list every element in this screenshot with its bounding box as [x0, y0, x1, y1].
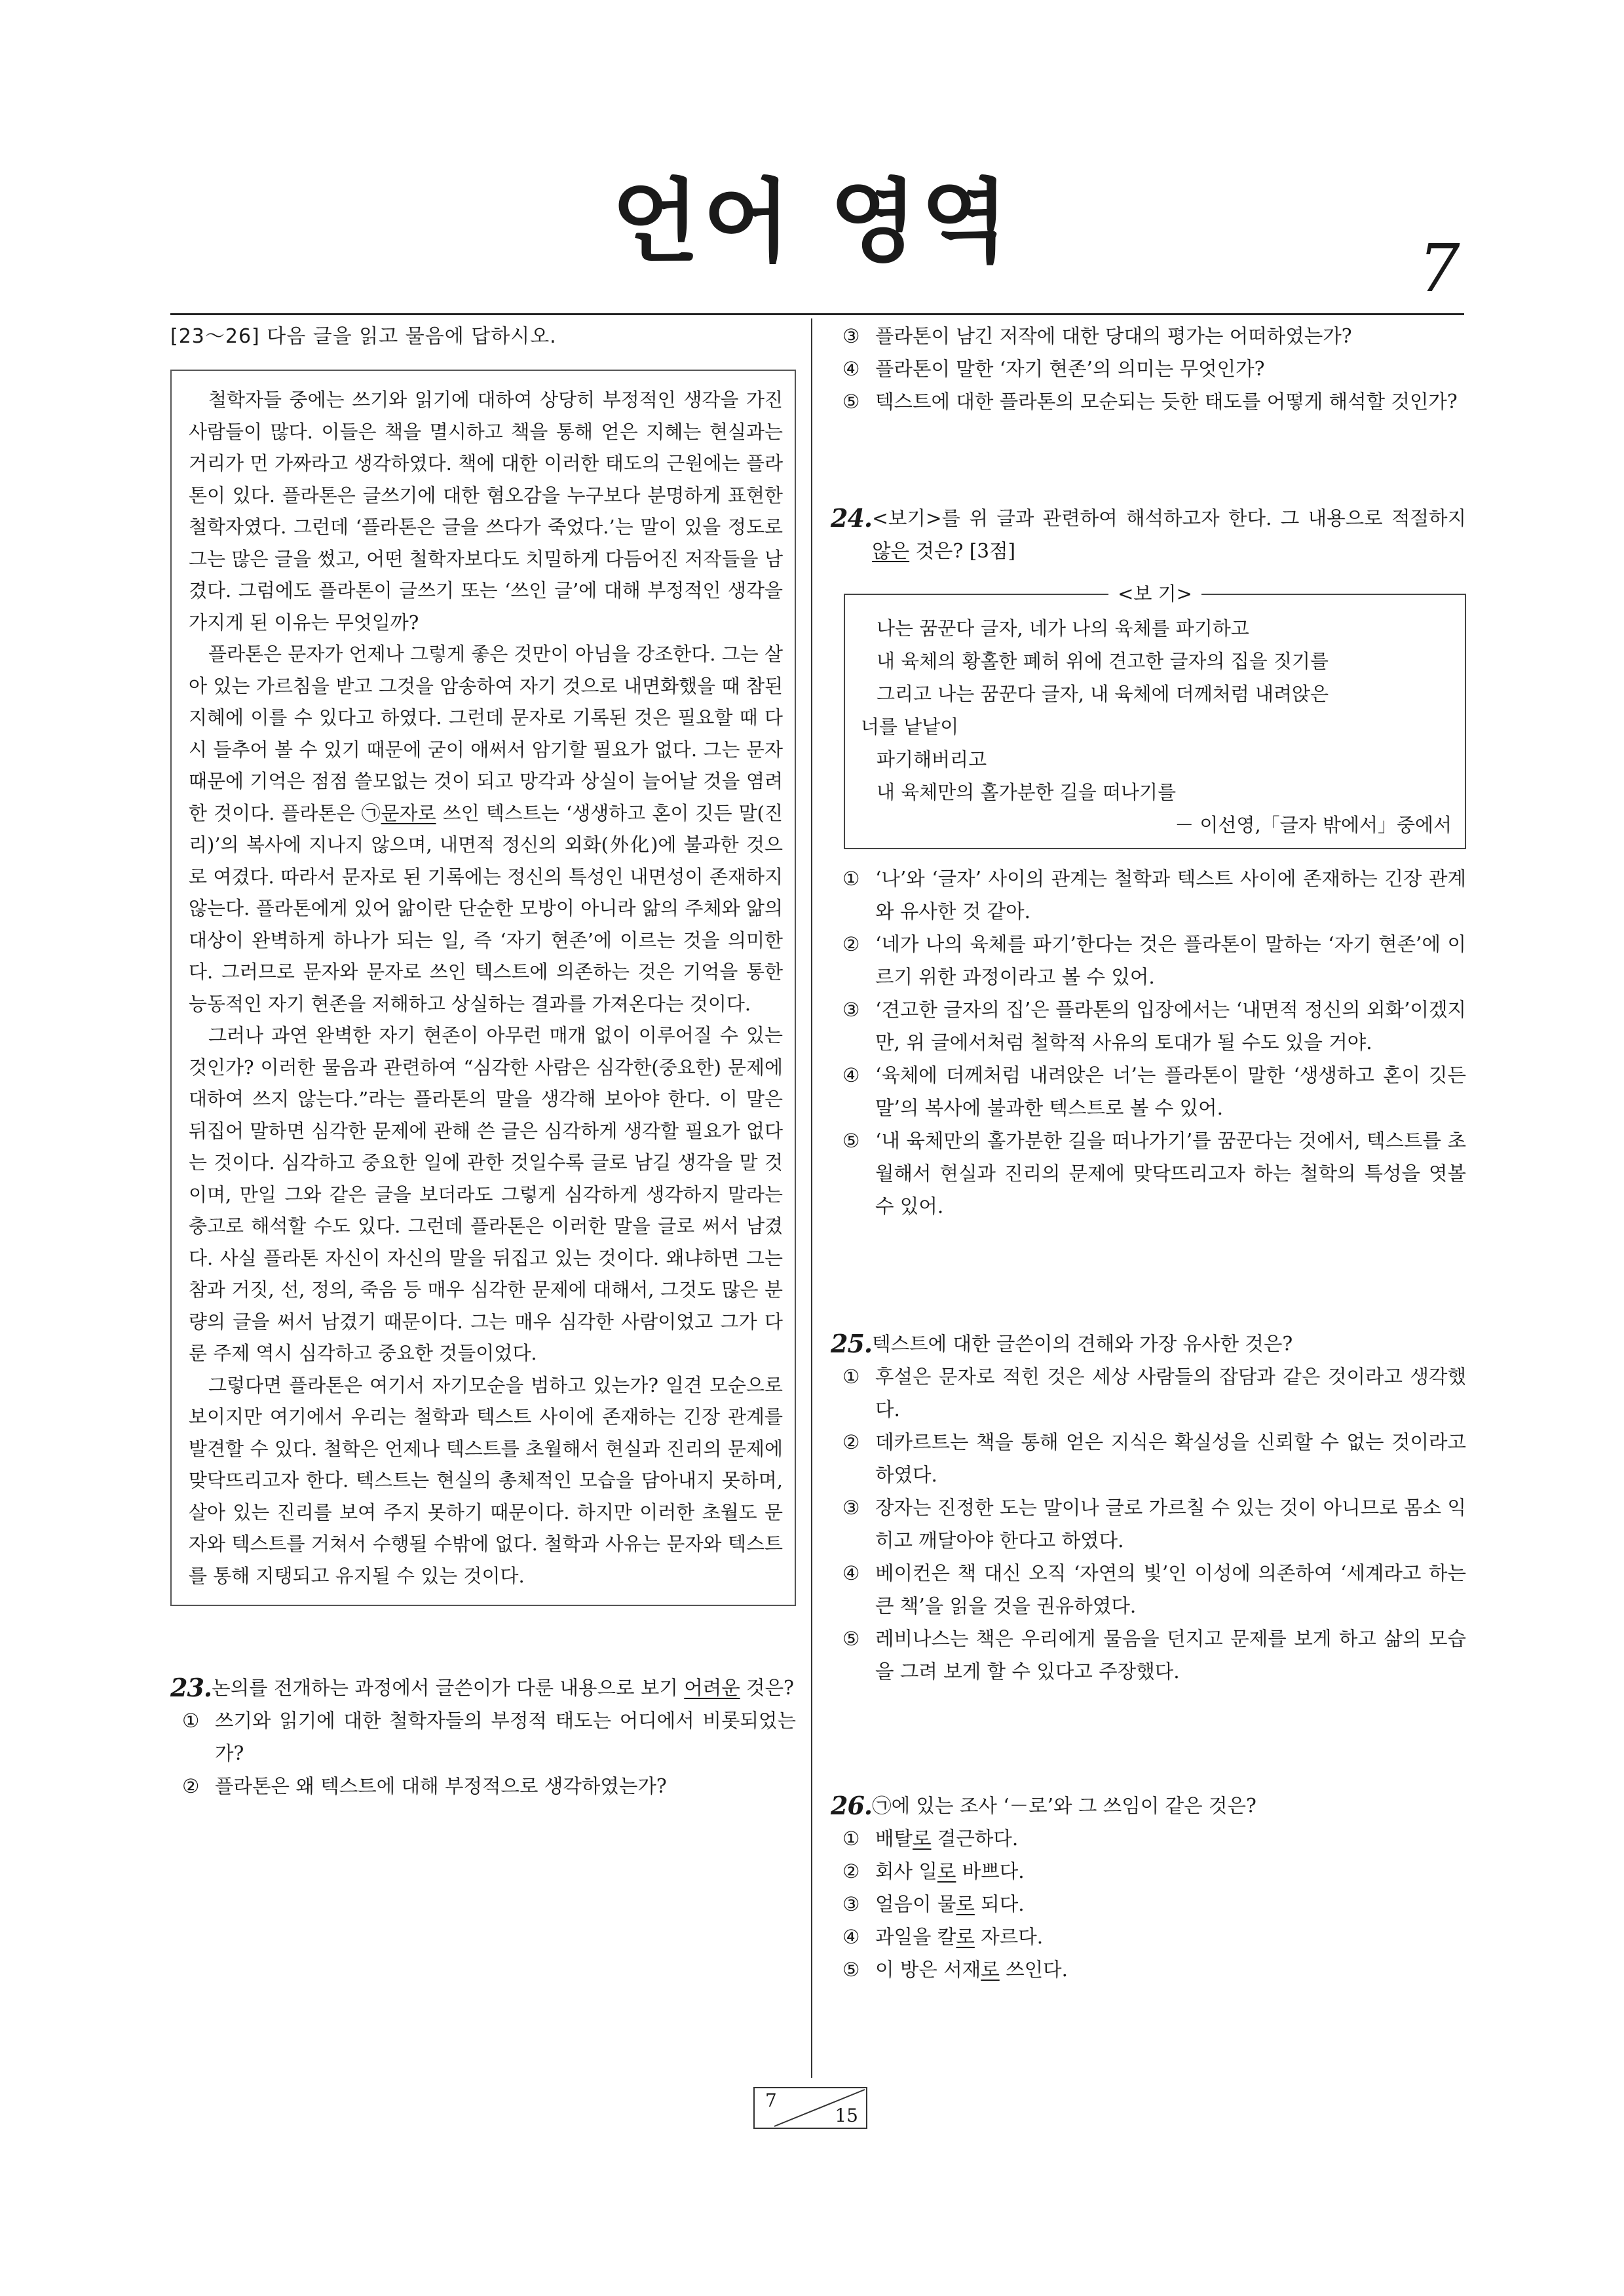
question-number: 23. [170, 1673, 212, 1702]
answer-option[interactable]: ① 배탈로 결근하다. [842, 1827, 1019, 1850]
poem-line: 파기해버리고 [877, 748, 987, 771]
answer-option[interactable]: ② 데카르트는 책을 통해 얻은 지식은 확실성을 신뢰할 수 없는 것이라고 하였다. [842, 1431, 1466, 1486]
answer-option[interactable]: ② ‘네가 나의 육체를 파기’한다는 것은 플라톤이 말하는 ‘자기 현존’에 이르기 위한 과정이라고 볼 수 있어. [842, 933, 1466, 988]
answer-option[interactable]: ① 후설은 문자로 적힌 것은 세상 사람들의 잡담과 같은 것이라고 생각했다. [842, 1366, 1466, 1421]
header-rule [170, 313, 1464, 315]
poem-source: － 이선영,「글자 밖에서」중에서 [1175, 814, 1452, 836]
answer-option[interactable]: ④ 과일을 칼로 자르다. [842, 1926, 1044, 1948]
reading-passage [170, 370, 796, 1606]
question-23-continued [831, 320, 1466, 418]
right-column [831, 320, 1466, 1986]
question-stem: <보기>를 위 글과 관련하여 해석하고자 한다. 그 내용으로 적절하지 않은 것은? [3점] [872, 507, 1466, 562]
answer-option[interactable]: ④ ‘육체에 더께처럼 내려앉은 너’는 플라톤이 말한 ‘생생하고 혼이 깃든 말’의 복사에 불과한 텍스트로 볼 수 있어. [842, 1064, 1466, 1119]
poem-line: 나는 꿈꾼다 글자, 네가 나의 육체를 파기하고 [877, 617, 1249, 640]
question-number: 24. [831, 503, 873, 533]
page-title: 언어 영역 [611, 169, 1013, 275]
question-26 [831, 1789, 1466, 1986]
question-number: 26. [831, 1791, 873, 1820]
answer-option[interactable]: ⑤ 이 방은 서재로 쓰인다. [842, 1959, 1068, 1981]
question-stem: 논의를 전개하는 과정에서 글쓴이가 다룬 내용으로 보기 어려운 것은? [212, 1677, 794, 1699]
answer-option[interactable]: ① 쓰기와 읽기에 대한 철학자들의 부정적 태도는 어디에서 비롯되었는가? [182, 1710, 796, 1765]
answer-option[interactable]: ③ 얼음이 물로 되다. [842, 1893, 1025, 1915]
column-divider [811, 318, 812, 2078]
answer-option[interactable]: ③ 장자는 진정한 도는 말이나 글로 가르칠 수 있는 것이 아니므로 몸소 익히고 깨달아야 한다고 하였다. [842, 1497, 1466, 1552]
answer-option[interactable]: ② 플라톤은 왜 텍스트에 대해 부정적으로 생각하였는가? [182, 1775, 667, 1797]
poem-line: 그리고 나는 꿈꾼다 글자, 내 육체에 더께처럼 내려앉은 [877, 683, 1329, 705]
question-24 [831, 502, 1466, 1223]
poem-line: 내 육체만의 홀가분한 길을 떠나기를 [877, 781, 1177, 803]
answer-option[interactable]: ② 회사 일로 바쁘다. [842, 1860, 1025, 1883]
answer-option[interactable]: ⑤ 레비나스는 책은 우리에게 물음을 던지고 문제를 보게 하고 삶의 모습을 그려 보게 할 수 있다고 주장했다. [842, 1628, 1466, 1683]
question-23 [170, 1672, 796, 1803]
answer-option[interactable]: ③ 플라톤이 남긴 저작에 대한 당대의 평가는 어떠하였는가? [842, 325, 1352, 347]
answer-option[interactable]: ④ 플라톤이 말한 ‘자기 현존’의 의미는 무엇인가? [842, 358, 1265, 380]
total-pages: 15 [835, 2105, 858, 2126]
example-box [844, 583, 1466, 849]
page-number: 7 [1418, 230, 1460, 307]
current-page: 7 [765, 2090, 777, 2111]
answer-option[interactable]: ① ‘나’와 ‘글자’ 사이의 관계는 철학과 텍스트 사이에 존재하는 긴장 관계와 유사한 것 같아. [842, 868, 1466, 923]
example-box-label: <보 기> [1108, 583, 1201, 605]
underlined-text: 문자로 [381, 801, 436, 824]
passage-paragraph: 그러나 과연 완벽한 자기 현존이 아무런 매개 없이 이루어질 수 있는 것인가? 이러한 물음과 관련하여 “심각한 사람은 심각한(중요한) 문제에 대하여 쓰지 않는다.”라는 플라톤의 말을 생각해 보아야 한다. 이 말은 뒤집어 말하면 심각한 문제에 관해 쓴 글은 심각하게 생각할 필요가 없다는 것이다. 심각하고 중요한 일에 관한 것일수록 글로 남길 생각을 말 것이며, 만일 그와 같은 글을 보더라도 그렇게 심각하게 생각하지 말라는 충고로 해석할 수도 있다. 그런데 플라톤은 이러한 말을 글로 써서 남겼다. 사실 플라톤 자신이 자신의 말을 뒤집고 있는 것이다. 왜냐하면 그는 참과 거짓, 선, 정의, 죽음 등 매우 심각한 문제에 대해서, 그것도 많은 분량의 글을 써서 남겼기 때문이다. 그는 매우 심각한 사람이었고 그가 다룬 주제 역시 심각하고 중요한 것들이었다. [189, 1024, 783, 1364]
passage-paragraph: 그렇다면 플라톤은 여기서 자기모순을 범하고 있는가? 일견 모순으로 보이지만 여기에서 우리는 철학과 텍스트 사이에 존재하는 긴장 관계를 발견할 수 있다. 철학은 언제나 텍스트를 초월해서 현실과 진리의 문제에 맞닥뜨리고자 한다. 텍스트는 현실의 총체적인 모습을 담아내지 못하며, 살아 있는 진리를 보여 주지 못하기 때문이다. 하지만 이러한 초월도 문자와 텍스트를 거쳐서 수행될 수밖에 없다. 철학과 사유는 문자와 텍스트를 통해 지탱되고 유지될 수 있는 것이다. [189, 1373, 783, 1587]
question-25 [831, 1328, 1466, 1688]
question-set-header: [23～26] 다음 글을 읽고 물음에 답하시오. [170, 325, 557, 348]
left-column [170, 320, 796, 1803]
page-counter [753, 2087, 867, 2129]
answer-option[interactable]: ⑤ 텍스트에 대한 플라톤의 모순되는 듯한 태도를 어떻게 해석할 것인가? [842, 391, 1458, 413]
answer-option[interactable]: ⑤ ‘내 육체만의 홀가분한 길을 떠나가기’를 꿈꾼다는 것에서, 텍스트를 초월해서 현실과 진리의 문제에 맞닥뜨리고자 하는 철학의 특성을 엿볼 수 있어. [842, 1130, 1466, 1217]
question-stem: ㉠에 있는 조사 ‘－로’와 그 쓰임이 같은 것은? [872, 1795, 1256, 1817]
question-number: 25. [831, 1329, 873, 1358]
poem-line: 너를 낱낱이 [861, 716, 959, 738]
question-stem: 텍스트에 대한 글쓴이의 견해와 가장 유사한 것은? [872, 1333, 1293, 1355]
passage-paragraph: 플라톤은 문자가 언제나 그렇게 좋은 것만이 아님을 강조한다. 그는 살아 있는 가르침을 받고 그것을 암송하여 자기 것으로 내면화했을 때 참된 지혜에 이를 수 있다고 하였다. 그런데 문자로 기록된 것은 필요할 때 다시 들추어 볼 수 있기 때문에 굳이 애써서 암기할 필요가 없다. 그는 문자 때문에 기억은 점점 쓸모없는 것이 되고 망각과 상실이 늘어날 것을 염려한 것이다. 플라톤은 ㉠문자로 쓰인 텍스트는 ‘생생하고 혼이 깃든 말(진리)’의 복사에 지나지 않으며, 내면적 정신의 외화(外化)에 불과한 것으로 여겼다. 따라서 문자로 된 기록에는 정신의 특성인 내면성이 존재하지 않는다. 플라톤에게 있어 앎이란 단순한 모방이 아니라 앎의 주체와 앎의 대상이 완벽하게 하나가 되는 일, 즉 ‘자기 현존’에 이르는 것을 의미한다. 그러므로 문자와 문자로 쓰인 텍스트에 의존하는 것은 기억을 통한 능동적인 자기 현존을 저해하고 상실하는 결과를 가져온다는 것이다. [189, 643, 783, 1015]
answer-option[interactable]: ④ 베이컨은 책 대신 오직 ‘자연의 빛’인 이성에 의존하여 ‘세계라고 하는 큰 책’을 읽을 것을 권유하였다. [842, 1562, 1466, 1617]
passage-paragraph: 철학자들 중에는 쓰기와 읽기에 대하여 상당히 부정적인 생각을 가진 사람들이 많다. 이들은 책을 멸시하고 책을 통해 얻은 지혜는 현실과는 거리가 먼 가짜라고 생각하였다. 책에 대한 이러한 태도의 근원에는 플라톤이 있다. 플라톤은 글쓰기에 대한 혐오감을 누구보다 분명하게 표현한 철학자였다. 그런데 ‘플라톤은 글을 쓰다가 죽었다.’는 말이 있을 정도로 그는 많은 글을 썼고, 어떤 철학자보다도 치밀하게 다듬어진 저작들을 남겼다. 그럼에도 플라톤이 글쓰기 또는 ‘쓰인 글’에 대해 부정적인 생각을 가지게 된 이유는 무엇일까? [189, 389, 783, 634]
answer-option[interactable]: ③ ‘견고한 글자의 집’은 플라톤의 입장에서는 ‘내면적 정신의 외화’이겠지만, 위 글에서처럼 철학적 사유의 토대가 될 수도 있을 거야. [842, 999, 1466, 1054]
poem-line: 내 육체의 황홀한 폐허 위에 견고한 글자의 집을 짓기를 [877, 650, 1329, 672]
